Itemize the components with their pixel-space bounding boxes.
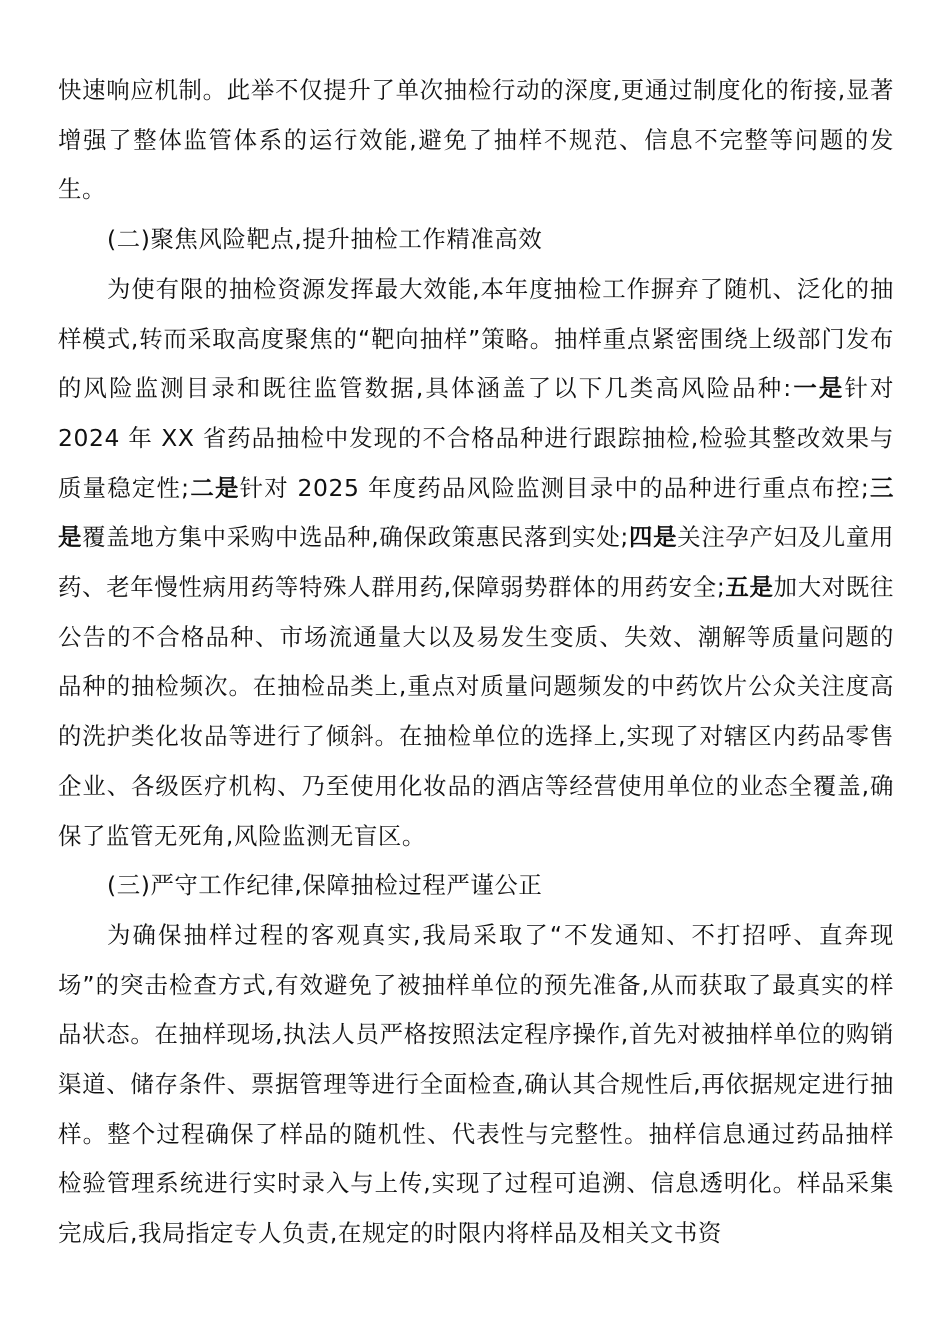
section-heading-3: (三)严守工作纪律,保障抽检过程严谨公正 (107, 871, 543, 900)
paragraph-targeted-sampling (58, 265, 894, 861)
bold-marker-4: 四是 (628, 523, 678, 552)
bold-marker-5: 五是 (725, 573, 774, 602)
bold-marker-2: 二是 (189, 473, 240, 502)
bold-marker-3: 三是 (58, 473, 894, 552)
document-page (58, 66, 894, 1259)
paragraph-continuation: 快速响应机制。此举不仅提升了单次抽检行动的深度,更通过制度化的衔接,显著增强了整体监管体系的运行效能,避免了抽样不规范、信息不完整等问题的发生。 (58, 76, 894, 204)
bold-marker-1: 一是 (791, 374, 845, 403)
text-run: 加大对既往公告的不合格品种、市场流通量大以及易发生变质、失效、潮解等质量问题的品种的抽检频次。在抽检品类上,重点对质量问题频发的中药饮片公众关注度高的洗护类化妆品等进行了倾斜。在抽检单位的选择上,实现了对辖区内药品零售企业、各级医疗机构、乃至使用化妆品的酒店等经营使用单位的业态全覆盖,确保了监管无死角,风险监测无盲区。 (58, 573, 895, 850)
text-run: 针对 2025 年度药品风险监测目录中的品种进行重点布控; (239, 473, 870, 502)
text-run: 关注孕产妇及儿童用药、老年慢性病用药等特殊人群用药,保障弱势群体的用药安全; (58, 523, 894, 602)
section-heading-2: (二)聚焦风险靶点,提升抽检工作精准高效 (107, 225, 543, 254)
paragraph-sampling-discipline: 为确保抽样过程的客观真实,我局采取了“不发通知、不打招呼、直奔现场”的突击检查方式,有效避免了被抽样单位的预先准备,从而获取了最真实的样品状态。在抽样现场,执法人员严格按照法定程序操作,首先对被抽样单位的购销渠道、储存条件、票据管理等进行全面检查,确认其合规性后,再依据规定进行抽样。整个过程确保了样品的随机性、代表性与完整性。抽样信息通过药品抽样检验管理系统进行实时录入与上传,实现了过程可追溯、信息透明化。样品采集完成后,我局指定专人负责,在规定的时限内将样品及相关文书资 (58, 920, 894, 1248)
text-run: 为使有限的抽检资源发挥最大效能,本年度抽检工作摒弃了随机、泛化的抽样模式,转而采取高度聚焦的“靶向抽样”策略。抽样重点紧密围绕上级部门发布的风险监测目录和既往监管数据,具体涵盖了以下几类高风险品种: (58, 274, 894, 403)
text-run: 针对 2024 年 XX 省药品抽检中发现的不合格品种进行跟踪抽检,检验其整改效果与质量稳定性; (58, 374, 894, 502)
text-run: 覆盖地方集中采购中选品种,确保政策惠民落到实处; (82, 523, 629, 552)
